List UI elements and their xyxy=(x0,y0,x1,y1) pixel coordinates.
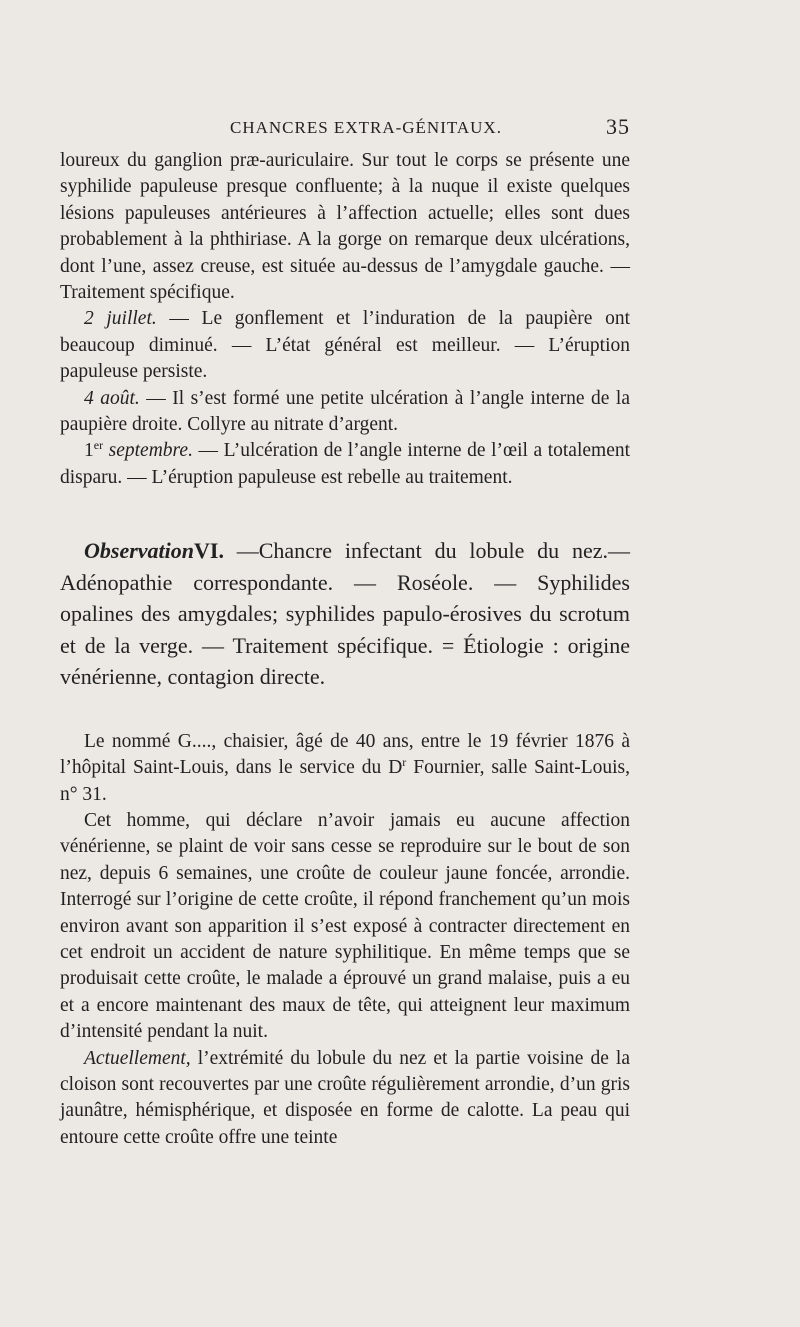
observation-summary: —Chancre infectant du lobule du nez.— Adénopathie correspondante. — Roséole. — Syphilides opalines des amygdales; syphilides papulo-érosives du scrotum et de la verge. — Traitement spécifique. = Étiologie : origine vénérienne, contagion directe. xyxy=(60,538,630,690)
case-current-lead: Actuellement, xyxy=(84,1047,191,1069)
case-current-text: l’extrémité du lobule du nez et la partie voisine de la cloison sont recouvertes par une croûte régulièrement arrondie, d’un gris jaunâtre, hémisphérique, et disposée en forme de calotte. La peau qui entoure cette croûte offre une teinte xyxy=(60,1047,630,1148)
case-intro xyxy=(60,729,630,808)
entry-day: 1 xyxy=(84,440,94,462)
running-header xyxy=(60,114,630,142)
entry-month: septembre. xyxy=(103,440,193,462)
case-history xyxy=(60,808,630,1046)
paragraph-text: loureux du ganglion præ-auriculaire. Sur tout le corps se présente une syphilide papuleuse presque confluente; à la nuque il existe quelques lésions papuleuses antérieures à l’affection actuelle; elles sont dues probablement à la phthiriase. A la gorge on remarque deux ulcérations, dont l’une, assez creuse, est située au-dessus de l’amygdale gauche. — Traitement spécifique. xyxy=(60,150,630,304)
entry-text: — L’ulcération de l’angle interne de l’œil a totalement disparu. — L’éruption papuleuse est rebelle au traitement. xyxy=(60,440,631,488)
running-title: CHANCRES EXTRA-GÉNITAUX. xyxy=(230,118,502,137)
entry-text: — Le gonflement et l’induration de la paupière ont beaucoup diminué. — L’état général est meilleur. — L’éruption papuleuse persiste. xyxy=(60,308,631,383)
entry-septembre xyxy=(60,438,630,491)
case-intro-text: Le nommé G...., chaisier, âgé de 40 ans, entre le 19 février 1876 à l’hôpital Saint-Louis, dans le service du D xyxy=(60,730,630,779)
paragraph-continuation xyxy=(60,148,630,306)
page-number: 35 xyxy=(606,114,630,139)
entry-juillet xyxy=(60,306,630,385)
entry-date: 2 juillet. xyxy=(84,308,157,330)
doctor-abbrev-suffix: r xyxy=(402,755,407,770)
case-current xyxy=(60,1046,630,1152)
case-history-text: Cet homme, qui déclare n’avoir jamais eu aucune affection vénérienne, se plaint de voir sans cesse se reproduire sur le bout de son nez, depuis 6 semaines, une croûte de couleur jaune foncée, arrondie. Interrogé sur l’origine de cette croûte, il répond franchement qu’un mois environ avant son apparition il s’est exposé à contracter directement en cet endroit un accident de nature syphilitique. En même temps que se produisait cette croûte, le malade a éprouvé un grand malaise, puis a eu et a encore maintenant des maux de tête, qui atteignent leur maximum d’intensité pendant la nuit. xyxy=(60,810,630,1043)
observation-number: VI. xyxy=(194,538,224,564)
entry-text: — Il s’est formé une petite ulcération à l’angle interne de la paupière droite. Collyre au nitrate d’argent. xyxy=(60,387,630,436)
entry-day-suffix: er xyxy=(93,438,104,453)
entry-aout xyxy=(60,386,630,439)
case-description xyxy=(60,729,630,1152)
case-intro-text-end: Fournier, salle Saint-Louis, n° 31. xyxy=(60,757,630,805)
page-body xyxy=(60,148,630,1151)
observation-heading xyxy=(60,535,630,693)
entry-date: 4 août. xyxy=(84,387,140,409)
observation-label: Observation xyxy=(84,538,194,564)
